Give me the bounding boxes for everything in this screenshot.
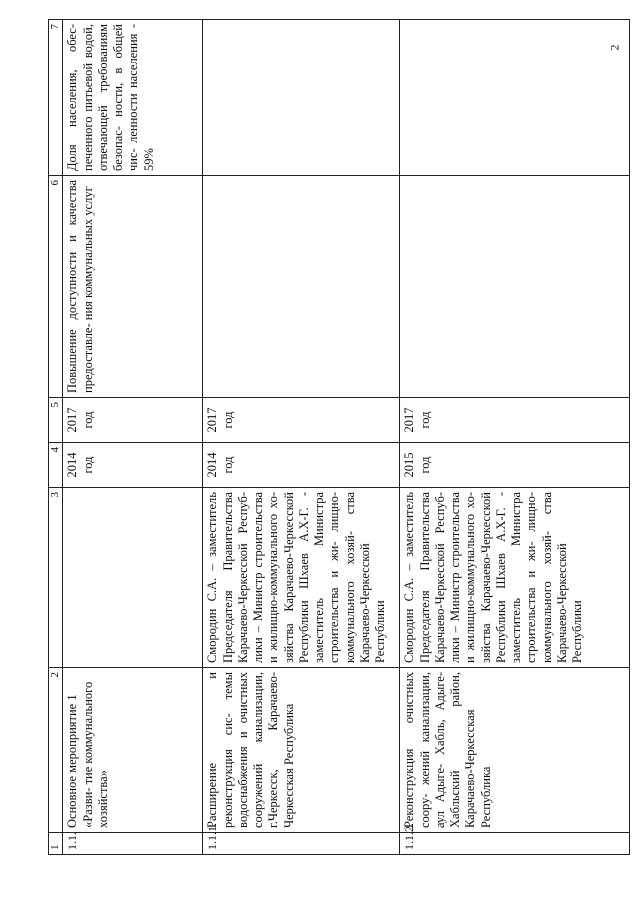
row-number: 1.1. (63, 833, 203, 855)
row-result (400, 176, 630, 398)
table-row (400, 20, 630, 855)
header-cell: 1 (49, 833, 63, 855)
row-name: Реконструкция очистных соору- жений канализации, аул Адыге- Хабль, Адыге-Хабльский район, Карачаево-Черкесская Республика (400, 668, 630, 833)
row-end: 2017 год (400, 398, 630, 443)
header-cell: 4 (49, 443, 63, 488)
row-start: 2015 год (400, 443, 630, 488)
page-number: 2 (607, 44, 622, 51)
table-row (203, 20, 400, 855)
header-cell: 5 (49, 398, 63, 443)
row-responsible: Смородин С.А. – заместитель Председателя Правительства Карачаево-Черкесской Респуб- лики – Министр строительства и жилищно-коммунального хо- зяйства Карачаево-Черкесской Республики Шхаев А.Х-Г. - заместитель Министра строительства и жи- лищно-коммунального хозяй- ства Карачаево-Черкесской Республики (203, 488, 400, 668)
row-end: 2017 год (63, 398, 203, 443)
table-row (63, 20, 203, 855)
row-responsible (63, 488, 203, 668)
row-indicator (203, 20, 400, 176)
row-indicator (400, 20, 630, 176)
row-start: 2014 год (63, 443, 203, 488)
header-row (49, 20, 63, 855)
row-responsible: Смородин С.А. – заместитель Председателя Правительства Карачаево-Черкесской Респуб- лики – Министр строительства и жилищно-коммунального хо- зяйства Карачаево-Черкесской Республики Шхаев А.Х-Г. - заместитель Министра строительства и жи- лищно-коммунального хозяй- ства Карачаево-Черкесской Республики (400, 488, 630, 668)
row-result: Повышение доступности и качества предоставле- ния коммунальных услуг (63, 176, 203, 398)
row-name: Основное мероприятие 1 «Разви- тие коммунального хозяйства» (63, 668, 203, 833)
header-cell: 6 (49, 176, 63, 398)
header-cell: 7 (49, 20, 63, 176)
row-number: 1.1.1. (203, 833, 400, 855)
row-start: 2014 год (203, 443, 400, 488)
row-number: 1.1.2. (400, 833, 630, 855)
row-end: 2017 год (203, 398, 400, 443)
row-result (203, 176, 400, 398)
header-cell: 2 (49, 668, 63, 833)
rotated-table-container (48, 20, 628, 855)
program-table (48, 19, 630, 855)
row-indicator: Доля населения, обес- печенного питьевой водой, отвечающей требованиям безопас- ности, в общей чис- ленности населения - 59% (63, 20, 203, 176)
header-cell: 3 (49, 488, 63, 668)
row-name: Расширение и реконструкция сис- темы водоснабжения и очистных сооружений канализации, г.Черкесск, Карачаево-Черкесская Республика (203, 668, 400, 833)
